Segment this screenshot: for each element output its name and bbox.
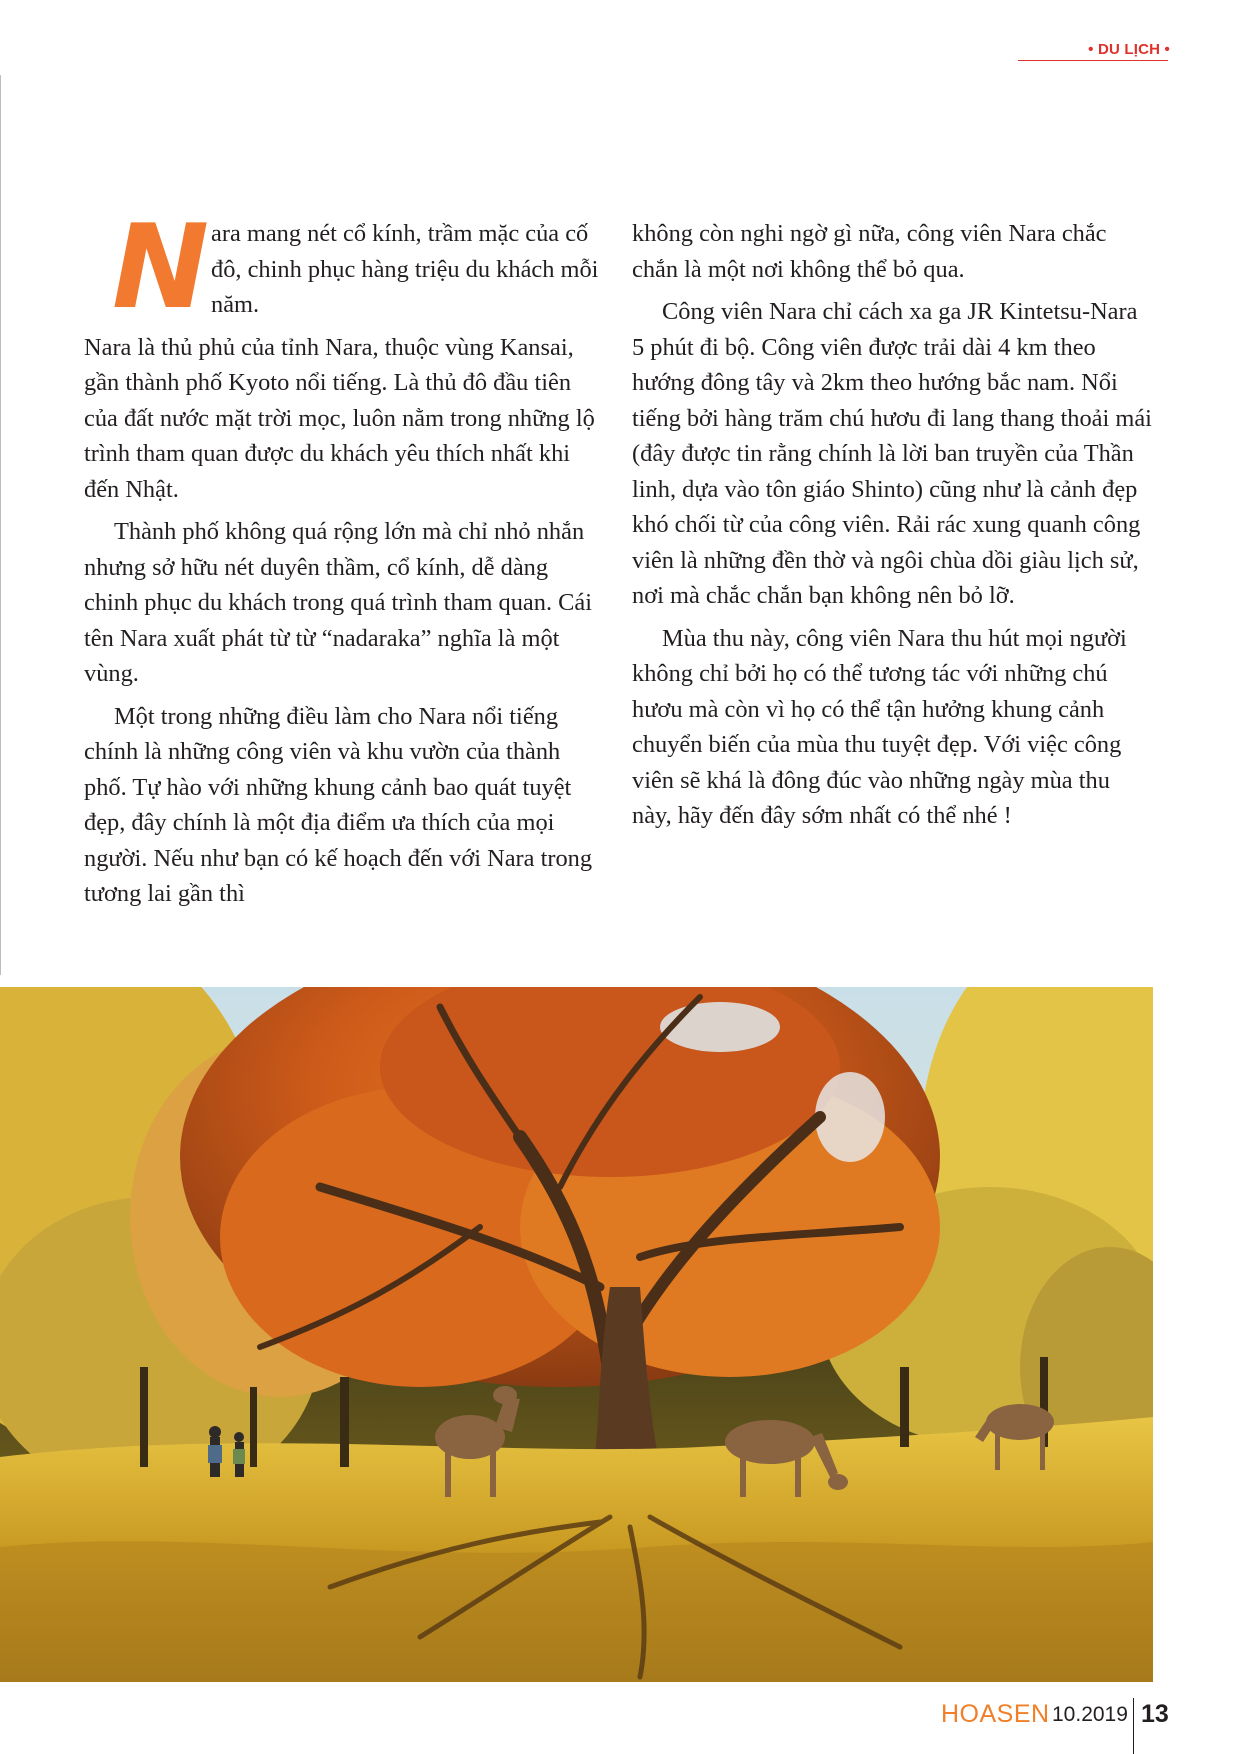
article-paragraph: Thành phố không quá rộng lớn mà chỉ nhỏ nhắn nhưng sở hữu nét duyên thầm, cổ kính, dễ dàng chinh phục du khách trong quá trình tham quan. Cái tên Nara xuất phát từ từ “nadaraka” nghĩa là một vùng.	[84, 518, 593, 687]
magazine-brand: HOASEN	[941, 1700, 1050, 1728]
footer-separator	[1133, 1698, 1134, 1754]
article-left-column	[84, 200, 604, 919]
article-paragraph: không còn nghi ngờ gì nữa, công viên Nara chắc chắn là một nơi không thể bỏ qua.	[632, 220, 1107, 283]
drop-cap: N	[112, 200, 210, 335]
autumn-park-photo	[0, 987, 1153, 1682]
issue-date: 10.2019	[1052, 1703, 1128, 1726]
article-paragraph: Mùa thu này, công viên Nara thu hút mọi người không chỉ bởi họ có thể tương tác với những chú hươu mà còn vì họ có thể tận hưởng khung cảnh chuyển biến của mùa thu tuyệt đẹp. Với việc công viên sẽ khá là đông đúc vào những ngày mùa thu này, hãy đến đây sớm nhất có thể nhé !	[632, 624, 1127, 829]
article-right-column	[632, 216, 1152, 841]
article-paragraph: Một trong những điều làm cho Nara nổi tiếng chính là những công viên và khu vườn của thành phố. Tự hào với những khung cảnh bao quát tuyệt đẹp, đây chính là một địa điểm ưa thích của mọi người. Nếu như bạn có kế hoạch đến với Nara trong tương lai gần thì	[84, 702, 593, 907]
section-tag: • DU LỊCH •	[1088, 41, 1170, 58]
page-number: 13	[1141, 1700, 1169, 1728]
page-edge-line	[0, 75, 1, 975]
article-lead-paragraph	[84, 200, 604, 335]
section-tag-rule	[1018, 60, 1168, 61]
lead-text: ara mang nét cổ kính, trầm mặc của cố đô, chinh phục hàng triệu du khách mỗi năm.	[211, 220, 599, 318]
article-paragraph: Nara là thủ phủ của tỉnh Nara, thuộc vùng Kansai, gần thành phố Kyoto nổi tiếng. Là thủ đô đầu tiên của đất nước mặt trời mọc, luôn nằm trong những lộ trình tham quan được du khách yêu thích nhất khi đến Nhật.	[84, 333, 595, 503]
article-paragraph: Công viên Nara chỉ cách xa ga JR Kintetsu-Nara 5 phút đi bộ. Công viên được trải dài 4 km theo hướng đông tây và 2km theo hướng bắc nam. Nổi tiếng bởi hàng trăm chú hươu đi lang thang thoải mái (đây được tin rằng chính là lời ban truyền của Thần linh, dựa vào tôn giáo Shinto) cũng như là cảnh đẹp khó chối từ của công viên. Rải rác xung quanh công viên là những đền thờ và ngôi chùa dồi giàu lịch sử, nơi mà chắc chắn bạn không nên bỏ lỡ.	[632, 298, 1152, 609]
